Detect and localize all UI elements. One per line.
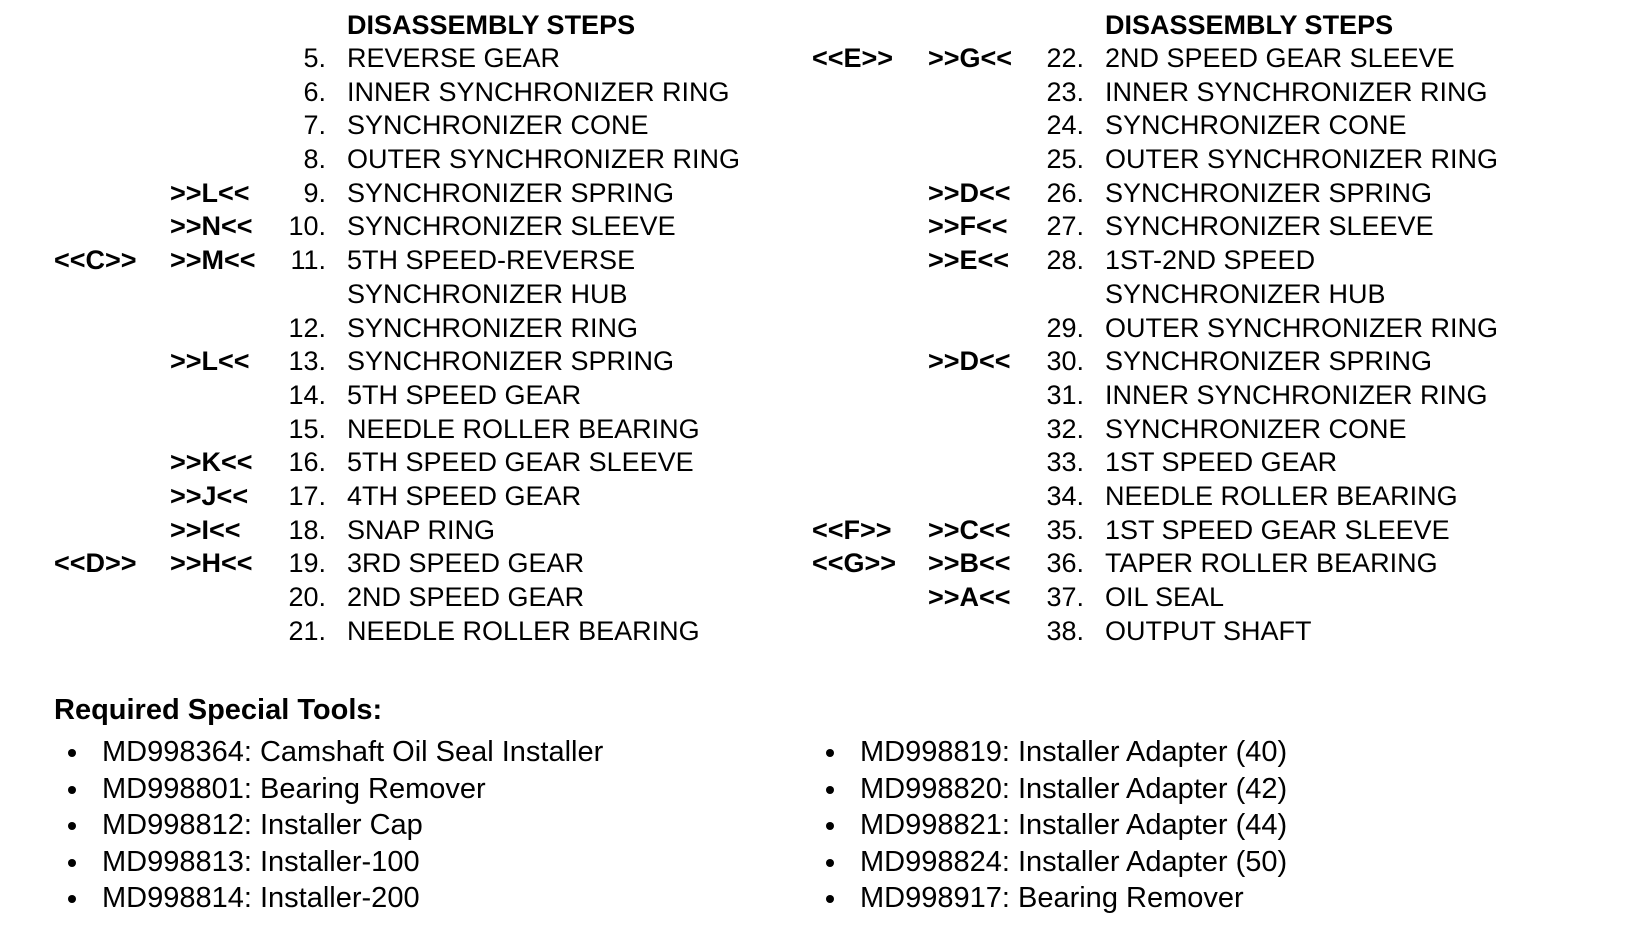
step-row bbox=[0, 615, 800, 649]
bullet-icon bbox=[68, 786, 76, 794]
steps-list bbox=[800, 42, 1632, 648]
step-text: INNER SYNCHRONIZER RING bbox=[347, 76, 730, 107]
step-row bbox=[0, 480, 800, 514]
step-number: 10. bbox=[288, 211, 326, 242]
step-number: 35. bbox=[1046, 514, 1084, 545]
step-number: 12. bbox=[288, 312, 326, 343]
step-text: OIL SEAL bbox=[1105, 582, 1225, 612]
tool-text: MD998801: Bearing Remover bbox=[102, 772, 486, 805]
step-row bbox=[800, 547, 1632, 581]
step-row bbox=[0, 413, 800, 447]
bullet-icon bbox=[826, 859, 834, 867]
disassembly-ref: >>L<< bbox=[170, 177, 250, 208]
step-number: 21. bbox=[288, 615, 326, 646]
step-text: SYNCHRONIZER CONE bbox=[347, 110, 649, 141]
step-row bbox=[800, 581, 1632, 615]
step-number: 22. bbox=[1046, 43, 1084, 73]
step-text: SYNCHRONIZER SPRING bbox=[347, 346, 675, 377]
step-number: 29. bbox=[1046, 312, 1084, 343]
step-number: 6. bbox=[303, 76, 326, 107]
tool-text: MD998821: Installer Adapter (44) bbox=[860, 809, 1288, 841]
step-text: NEEDLE ROLLER BEARING bbox=[1105, 480, 1458, 511]
step-row bbox=[800, 210, 1632, 244]
step-text: SYNCHRONIZER SPRING bbox=[1105, 346, 1433, 377]
step-text: 5TH SPEED-REVERSE bbox=[347, 245, 636, 276]
step-row bbox=[0, 177, 800, 211]
step-text: SYNCHRONIZER RING bbox=[347, 312, 639, 343]
step-row bbox=[800, 109, 1632, 143]
section-header: DISASSEMBLY STEPS bbox=[1105, 10, 1394, 40]
step-row bbox=[800, 615, 1632, 649]
step-text: 3RD SPEED GEAR bbox=[347, 548, 585, 579]
bullet-icon bbox=[68, 895, 76, 903]
disassembly-ref: >>J<< bbox=[170, 480, 249, 511]
step-row bbox=[800, 42, 1632, 76]
step-row bbox=[0, 345, 800, 379]
step-number: 32. bbox=[1046, 413, 1084, 444]
step-row bbox=[800, 413, 1632, 447]
tool-text: MD998917: Bearing Remover bbox=[860, 882, 1244, 914]
disassembly-ref: >>G<< bbox=[928, 43, 1013, 73]
step-text: 1ST SPEED GEAR SLEEVE bbox=[1105, 514, 1450, 545]
step-row bbox=[0, 312, 800, 346]
step-number: 5. bbox=[303, 43, 326, 73]
step-row bbox=[800, 312, 1632, 346]
bullet-icon bbox=[68, 859, 76, 867]
step-row bbox=[0, 581, 800, 615]
step-text: TAPER ROLLER BEARING bbox=[1105, 548, 1438, 579]
step-number: 38. bbox=[1046, 615, 1084, 646]
step-row bbox=[0, 379, 800, 413]
step-text: SYNCHRONIZER HUB bbox=[347, 278, 628, 309]
bullet-icon bbox=[826, 822, 834, 830]
disassembly-ref: >>I<< bbox=[170, 514, 241, 545]
step-text: INNER SYNCHRONIZER RING bbox=[1105, 379, 1488, 410]
step-number: 18. bbox=[288, 514, 326, 545]
step-row bbox=[800, 143, 1632, 177]
step-row bbox=[0, 514, 800, 548]
step-number: 24. bbox=[1046, 110, 1084, 141]
section-header: DISASSEMBLY STEPS bbox=[347, 10, 636, 40]
disassembly-ref: >>F<< bbox=[928, 211, 1008, 242]
step-text: OUTER SYNCHRONIZER RING bbox=[1105, 312, 1499, 343]
tool-text: MD998819: Installer Adapter (40) bbox=[860, 736, 1288, 768]
step-number: 14. bbox=[288, 379, 326, 410]
step-text: 1ST-2ND SPEED bbox=[1105, 245, 1316, 276]
step-number: 11. bbox=[290, 245, 326, 276]
step-number: 36. bbox=[1046, 548, 1084, 579]
step-text: 2ND SPEED GEAR SLEEVE bbox=[1105, 43, 1455, 73]
bullet-icon bbox=[826, 786, 834, 794]
step-text: SYNCHRONIZER SLEEVE bbox=[347, 211, 676, 242]
step-row bbox=[800, 345, 1632, 379]
disassembly-ref: >>D<< bbox=[928, 346, 1011, 377]
reassembly-ref: <<C>> bbox=[54, 245, 137, 276]
disassembly-ref: >>B<< bbox=[928, 548, 1011, 579]
step-text: OUTPUT SHAFT bbox=[1105, 615, 1312, 646]
step-number: 37. bbox=[1046, 582, 1084, 612]
step-row bbox=[800, 446, 1632, 480]
step-text: 5TH SPEED GEAR bbox=[347, 379, 582, 410]
step-number: 27. bbox=[1046, 211, 1084, 242]
step-row bbox=[800, 514, 1632, 548]
tools-heading: Required Special Tools: bbox=[54, 694, 383, 726]
disassembly-ref: >>L<< bbox=[170, 346, 250, 377]
step-row bbox=[0, 143, 800, 177]
step-text: SNAP RING bbox=[347, 514, 496, 545]
step-text: 4TH SPEED GEAR bbox=[347, 480, 582, 511]
step-number: 19. bbox=[288, 548, 326, 579]
step-text: SYNCHRONIZER CONE bbox=[1105, 110, 1407, 141]
step-number: 9. bbox=[303, 177, 326, 208]
step-row bbox=[800, 278, 1632, 312]
step-row bbox=[0, 76, 800, 110]
disassembly-ref: >>D<< bbox=[928, 177, 1011, 208]
reassembly-ref: <<D>> bbox=[54, 548, 137, 579]
step-text: 2ND SPEED GEAR bbox=[347, 582, 585, 612]
step-row bbox=[0, 210, 800, 244]
step-row bbox=[800, 177, 1632, 211]
disassembly-ref: >>K<< bbox=[170, 447, 253, 478]
step-row bbox=[800, 379, 1632, 413]
step-row bbox=[0, 547, 800, 581]
step-row bbox=[800, 244, 1632, 278]
step-text: NEEDLE ROLLER BEARING bbox=[347, 615, 700, 646]
tool-text: MD998824: Installer Adapter (50) bbox=[860, 845, 1288, 878]
step-number: 16. bbox=[288, 447, 326, 478]
step-text: SYNCHRONIZER CONE bbox=[1105, 413, 1407, 444]
step-number: 17. bbox=[288, 480, 326, 511]
step-text: SYNCHRONIZER SPRING bbox=[347, 177, 675, 208]
disassembly-ref: >>E<< bbox=[928, 245, 1010, 276]
step-row bbox=[800, 76, 1632, 110]
step-number: 31. bbox=[1046, 379, 1084, 410]
disassembly-ref: >>A<< bbox=[928, 582, 1011, 612]
step-text: SYNCHRONIZER SPRING bbox=[1105, 177, 1433, 208]
step-row bbox=[0, 42, 800, 76]
step-text: 5TH SPEED GEAR SLEEVE bbox=[347, 447, 694, 478]
step-text: OUTER SYNCHRONIZER RING bbox=[347, 144, 741, 175]
step-number: 8. bbox=[303, 144, 326, 175]
step-row bbox=[800, 480, 1632, 514]
step-row bbox=[0, 446, 800, 480]
disassembly-ref: >>C<< bbox=[928, 514, 1011, 545]
step-number: 30. bbox=[1046, 346, 1084, 377]
reassembly-ref: <<G>> bbox=[812, 548, 897, 579]
reassembly-ref: <<F>> bbox=[812, 514, 892, 545]
disassembly-ref: >>H<< bbox=[170, 548, 253, 579]
tool-text: MD998812: Installer Cap bbox=[102, 809, 423, 841]
tool-text: MD998364: Camshaft Oil Seal Installer bbox=[102, 736, 604, 768]
disassembly-ref: >>M<< bbox=[170, 245, 256, 276]
step-number: 25. bbox=[1046, 144, 1084, 175]
step-number: 13. bbox=[288, 346, 326, 377]
tool-text: MD998814: Installer-200 bbox=[102, 882, 420, 914]
tool-text: MD998820: Installer Adapter (42) bbox=[860, 772, 1288, 805]
step-number: 34. bbox=[1046, 480, 1084, 511]
bullet-icon bbox=[68, 749, 76, 757]
step-number: 33. bbox=[1046, 447, 1084, 478]
bullet-icon bbox=[826, 749, 834, 757]
bullet-icon bbox=[68, 822, 76, 830]
tool-text: MD998813: Installer-100 bbox=[102, 845, 420, 878]
step-text: SYNCHRONIZER SLEEVE bbox=[1105, 211, 1434, 242]
disassembly-ref: >>N<< bbox=[170, 211, 253, 242]
step-text: NEEDLE ROLLER BEARING bbox=[347, 413, 700, 444]
bullet-icon bbox=[826, 895, 834, 903]
step-number: 15. bbox=[288, 413, 326, 444]
step-text: 1ST SPEED GEAR bbox=[1105, 447, 1338, 478]
steps-list bbox=[0, 42, 800, 648]
step-text: REVERSE GEAR bbox=[347, 43, 561, 73]
step-number: 7. bbox=[303, 110, 326, 141]
step-row bbox=[0, 109, 800, 143]
step-text: INNER SYNCHRONIZER RING bbox=[1105, 76, 1488, 107]
step-row bbox=[0, 278, 800, 312]
step-text: SYNCHRONIZER HUB bbox=[1105, 278, 1386, 309]
reassembly-ref: <<E>> bbox=[812, 43, 894, 73]
step-text: OUTER SYNCHRONIZER RING bbox=[1105, 144, 1499, 175]
step-row bbox=[0, 244, 800, 278]
step-number: 26. bbox=[1046, 177, 1084, 208]
step-number: 23. bbox=[1046, 76, 1084, 107]
step-number: 28. bbox=[1046, 245, 1084, 276]
step-number: 20. bbox=[288, 582, 326, 612]
